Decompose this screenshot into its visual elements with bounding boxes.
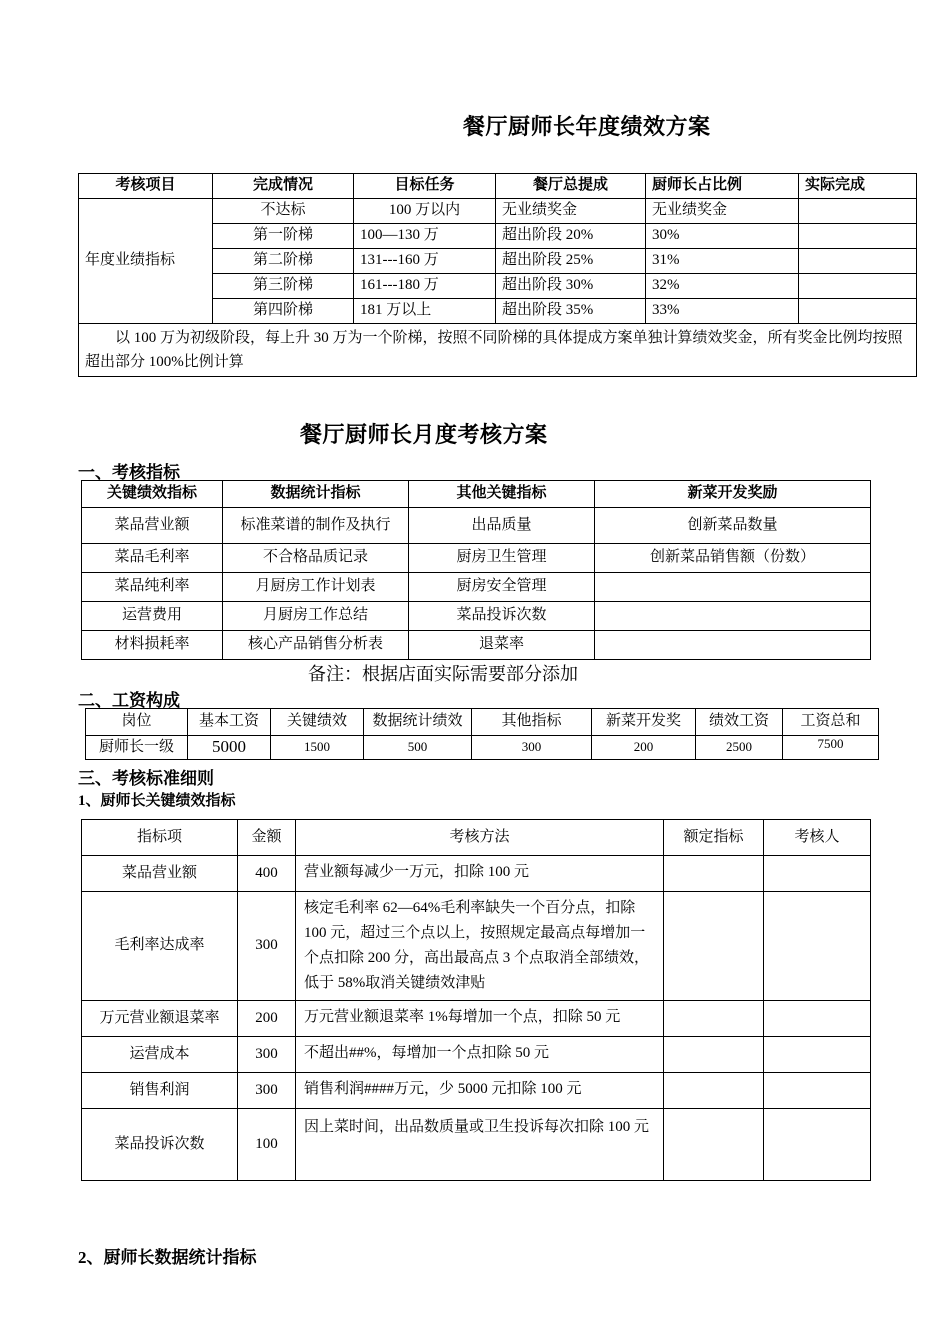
stat-indicator: 月厨房工作计划表: [223, 573, 409, 602]
header-cell: 金额: [238, 820, 296, 856]
kpi-header-row: [82, 820, 871, 856]
table-row: [82, 508, 871, 544]
kpi-assessor: [764, 1073, 871, 1109]
kpi-quota: [664, 1073, 764, 1109]
status-cell: 第二阶梯: [213, 249, 354, 274]
target-cell: 100 万以内: [354, 199, 496, 224]
target-cell: 131---160 万: [354, 249, 496, 274]
kpi-detail-table: [81, 819, 871, 1181]
kpi-method: 销售利润####万元，少 5000 元扣除 100 元: [296, 1073, 664, 1109]
header-cell: 考核人: [764, 820, 871, 856]
kpi-indicator: 菜品纯利率: [82, 573, 223, 602]
kpi-item: 毛利率达成率: [82, 892, 238, 1001]
kpi-item: 菜品投诉次数: [82, 1109, 238, 1181]
base-salary-cell: 5000: [188, 736, 271, 760]
header-cell: 绩效工资: [696, 709, 783, 736]
performance-pay-cell: 2500: [696, 736, 783, 760]
kpi-assessor: [764, 1037, 871, 1073]
annual-footnote-row: [79, 324, 917, 377]
status-cell: 第四阶梯: [213, 299, 354, 324]
header-cell: 目标任务: [354, 174, 496, 199]
kpi-method: 因上菜时间，出品数质量或卫生投诉每次扣除 100 元: [296, 1109, 664, 1181]
kpi-quota: [664, 1001, 764, 1037]
kpi-quota: [664, 1037, 764, 1073]
salary-header-row: [86, 709, 879, 736]
kpi-item: 运营成本: [82, 1037, 238, 1073]
new-dish-indicator: [595, 602, 871, 631]
other-indicator: 厨房安全管理: [409, 573, 595, 602]
other-pay-cell: 300: [472, 736, 592, 760]
target-cell: 181 万以上: [354, 299, 496, 324]
kpi-assessor: [764, 856, 871, 892]
new-dish-indicator: [595, 573, 871, 602]
ratio-cell: 无业绩奖金: [646, 199, 799, 224]
kpi-quota: [664, 892, 764, 1001]
header-cell: 关键绩效指标: [82, 481, 223, 508]
status-cell: 不达标: [213, 199, 354, 224]
annual-category: 年度业绩指标: [79, 199, 213, 324]
salary-table: [85, 708, 879, 760]
kpi-amount: 100: [238, 1109, 296, 1181]
indicator-note: 备注：根据店面实际需要部分添加: [308, 664, 578, 684]
new-dish-indicator: 创新菜品数量: [595, 508, 871, 544]
new-dish-indicator: 创新菜品销售额（份数）: [595, 544, 871, 573]
header-cell: 新菜开发奖励: [595, 481, 871, 508]
table-row: [82, 602, 871, 631]
bonus-cell: 超出阶段 25%: [496, 249, 646, 274]
annual-header-row: [79, 174, 917, 199]
kpi-method: 营业额每减少一万元，扣除 100 元: [296, 856, 664, 892]
header-cell: 数据统计指标: [223, 481, 409, 508]
annual-footnote: 以 100 万为初级阶段，每上升 30 万为一个阶梯，按照不同阶梯的具体提成方案单独计算绩效奖金，所有奖金比例均按照超出部分 100%比例计算: [79, 324, 917, 377]
header-cell: 岗位: [86, 709, 188, 736]
table-row: [82, 1001, 871, 1037]
stat-indicator: 核心产品销售分析表: [223, 631, 409, 660]
kpi-method: 不超出##%，每增加一个点扣除 50 元: [296, 1037, 664, 1073]
position-cell: 厨师长一级: [86, 736, 188, 760]
actual-cell: [799, 199, 917, 224]
total-pay-cell: 7500: [783, 736, 879, 760]
status-cell: 第三阶梯: [213, 274, 354, 299]
other-indicator: 厨房卫生管理: [409, 544, 595, 573]
header-cell: 考核项目: [79, 174, 213, 199]
subsection-heading: 2、厨师长数据统计指标: [78, 1248, 257, 1267]
kpi-indicator: 菜品毛利率: [82, 544, 223, 573]
stat-indicator: 月厨房工作总结: [223, 602, 409, 631]
header-cell: 实际完成: [799, 174, 917, 199]
kpi-indicator: 材料损耗率: [82, 631, 223, 660]
bonus-cell: 超出阶段 35%: [496, 299, 646, 324]
section-heading: 二、工资构成: [78, 691, 180, 710]
kpi-item: 销售利润: [82, 1073, 238, 1109]
header-cell: 餐厅总提成: [496, 174, 646, 199]
kpi-indicator: 菜品营业额: [82, 508, 223, 544]
kpi-assessor: [764, 1001, 871, 1037]
bonus-cell: 超出阶段 30%: [496, 274, 646, 299]
actual-cell: [799, 299, 917, 324]
kpi-amount: 300: [238, 1037, 296, 1073]
table-row: [82, 1109, 871, 1181]
ratio-cell: 30%: [646, 224, 799, 249]
target-cell: 100—130 万: [354, 224, 496, 249]
header-cell: 额定指标: [664, 820, 764, 856]
stat-indicator: 标准菜谱的制作及执行: [223, 508, 409, 544]
table-row: [82, 892, 871, 1001]
table-row: [82, 544, 871, 573]
header-cell: 基本工资: [188, 709, 271, 736]
kpi-method: 核定毛利率 62—64%毛利率缺失一个百分点，扣除 100 元，超过三个点以上，按照规定最高点每增加一个点扣除 200 分，高出最高点 3 个点取消全部绩效，低于 58%取消关键绩效津贴: [296, 892, 664, 1001]
kpi-amount: 300: [238, 1073, 296, 1109]
table-row: [86, 736, 879, 760]
kpi-amount: 200: [238, 1001, 296, 1037]
kpi-quota: [664, 1109, 764, 1181]
kpi-amount: 400: [238, 856, 296, 892]
header-cell: 其他指标: [472, 709, 592, 736]
monthly-title: 餐厅厨师长月度考核方案: [300, 422, 548, 447]
table-row: [82, 631, 871, 660]
table-row: [82, 1073, 871, 1109]
ratio-cell: 31%: [646, 249, 799, 274]
stat-pay-cell: 500: [364, 736, 472, 760]
table-row: [79, 199, 917, 224]
kpi-assessor: [764, 892, 871, 1001]
actual-cell: [799, 274, 917, 299]
kpi-amount: 300: [238, 892, 296, 1001]
other-indicator: 菜品投诉次数: [409, 602, 595, 631]
target-cell: 161---180 万: [354, 274, 496, 299]
header-cell: 新菜开发奖: [592, 709, 696, 736]
bonus-cell: 无业绩奖金: [496, 199, 646, 224]
actual-cell: [799, 224, 917, 249]
ratio-cell: 33%: [646, 299, 799, 324]
section-heading: 三、考核标准细则: [78, 769, 214, 788]
header-cell: 厨师长占比例: [646, 174, 799, 199]
annual-title: 餐厅厨师长年度绩效方案: [463, 114, 711, 139]
header-cell: 关键绩效: [271, 709, 364, 736]
new-dish-pay-cell: 200: [592, 736, 696, 760]
ratio-cell: 32%: [646, 274, 799, 299]
stat-indicator: 不合格品质记录: [223, 544, 409, 573]
table-row: [82, 573, 871, 602]
header-cell: 数据统计绩效: [364, 709, 472, 736]
section-heading: 一、考核指标: [78, 463, 180, 482]
kpi-item: 万元营业额退菜率: [82, 1001, 238, 1037]
header-cell: 其他关键指标: [409, 481, 595, 508]
header-cell: 工资总和: [783, 709, 879, 736]
subsection-heading: 1、厨师长关键绩效指标: [78, 793, 236, 809]
header-cell: 指标项: [82, 820, 238, 856]
table-row: [82, 856, 871, 892]
header-cell: 考核方法: [296, 820, 664, 856]
kpi-assessor: [764, 1109, 871, 1181]
table-row: [82, 1037, 871, 1073]
status-cell: 第一阶梯: [213, 224, 354, 249]
bonus-cell: 超出阶段 20%: [496, 224, 646, 249]
kpi-pay-cell: 1500: [271, 736, 364, 760]
actual-cell: [799, 249, 917, 274]
kpi-method: 万元营业额退菜率 1%每增加一个点，扣除 50 元: [296, 1001, 664, 1037]
kpi-indicator: 运营费用: [82, 602, 223, 631]
other-indicator: 出品质量: [409, 508, 595, 544]
other-indicator: 退菜率: [409, 631, 595, 660]
indicator-table: [81, 480, 871, 660]
annual-table: [78, 173, 917, 377]
header-cell: 完成情况: [213, 174, 354, 199]
kpi-quota: [664, 856, 764, 892]
kpi-item: 菜品营业额: [82, 856, 238, 892]
indicator-header-row: [82, 481, 871, 508]
new-dish-indicator: [595, 631, 871, 660]
